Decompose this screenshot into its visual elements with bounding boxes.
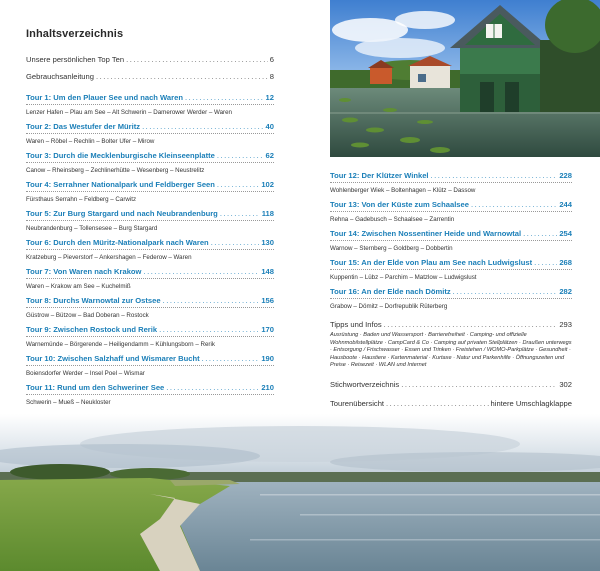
tour-heading-link[interactable] — [330, 200, 572, 209]
tour-page: 148 — [261, 267, 274, 276]
dot-leader — [217, 180, 259, 189]
entry-page: 6 — [269, 55, 274, 64]
tour-heading-link[interactable] — [26, 180, 274, 189]
tour-page: 102 — [261, 180, 274, 189]
tour-title: Tour 8: Durchs Warnowtal zur Ostsee — [26, 296, 161, 305]
tour-title: Tour 7: Von Waren nach Krakow — [26, 267, 142, 276]
entry-label: Tipps und Infos — [330, 320, 382, 329]
divider — [26, 133, 274, 134]
tour-page: 12 — [265, 93, 274, 102]
divider — [26, 336, 274, 337]
entry-label: Stichwortverzeichnis — [330, 379, 400, 389]
dot-leader — [96, 72, 268, 81]
tour-entry — [26, 238, 274, 261]
tips-section — [330, 320, 572, 370]
tour-heading-link[interactable] — [26, 267, 274, 276]
tour-entry — [330, 200, 572, 223]
divider — [26, 249, 274, 250]
toc-entry-gebrauchsanleitung[interactable] — [26, 72, 274, 81]
tour-page: 282 — [559, 287, 572, 296]
tour-title: Tour 3: Durch die Mecklenburgische Kleinseenplatte — [26, 151, 215, 160]
divider — [26, 365, 274, 366]
entry-page: 293 — [559, 320, 572, 329]
tour-page: 62 — [265, 151, 274, 160]
tour-entry — [26, 151, 274, 174]
tour-page: 40 — [265, 122, 274, 131]
tour-entry — [26, 296, 274, 319]
dot-leader — [211, 238, 260, 247]
tour-page: 228 — [559, 171, 572, 180]
dot-leader — [159, 325, 259, 334]
tour-entry — [330, 171, 572, 194]
divider — [330, 211, 572, 212]
tour-route: Lenzer Hafen – Plau am See – Alt Schwerin – Damerower Werder – Waren — [26, 109, 233, 116]
tour-title: Tour 5: Zur Burg Stargard und nach Neubrandenburg — [26, 209, 218, 218]
dot-leader — [471, 200, 557, 209]
tour-heading-link[interactable] — [26, 122, 274, 131]
entry-page: hintere Umschlagklappe — [490, 398, 572, 408]
tour-title: Tour 11: Rund um den Schweriner See — [26, 383, 165, 392]
dot-leader — [401, 380, 557, 389]
divider — [26, 278, 274, 279]
tour-entry — [26, 209, 274, 232]
toc-title: Inhaltsverzeichnis — [26, 28, 124, 40]
entry-label: Gebrauchsanleitung — [26, 72, 94, 81]
tour-heading-link[interactable] — [26, 296, 274, 305]
tour-title: Tour 16: An der Elde nach Dömitz — [330, 287, 451, 296]
tour-page: 190 — [261, 354, 274, 363]
dot-leader — [431, 171, 558, 180]
tour-heading-link[interactable] — [330, 171, 572, 180]
tour-page: 130 — [261, 238, 274, 247]
entry-label: Unsere persönlichen Top Ten — [26, 55, 125, 64]
dot-leader — [143, 267, 259, 276]
divider — [26, 191, 274, 192]
tour-page: 210 — [261, 383, 274, 392]
tour-entry — [26, 267, 274, 290]
tour-entry — [26, 354, 274, 377]
tour-route: Fürsthaus Serrahn – Feldberg – Carwitz — [26, 196, 137, 203]
tour-entry — [26, 383, 274, 406]
dot-leader — [523, 229, 557, 238]
dot-leader — [185, 93, 264, 102]
tour-heading-link[interactable] — [26, 238, 274, 247]
tour-title: Tour 2: Das Westufer der Müritz — [26, 122, 141, 131]
tour-entry — [26, 325, 274, 348]
tips-topics: Ausrüstung · Baden und Wassersport · Barrierefreiheit · Camping- und offizielle Wohnmobilstellplätze · CampCard & Co · Camping auf privaten Stellplätzen · Draußen unterwegs · Entsorgung / Frischwasser · Essen und Trinken · Freistehen / WOMO-Parkplätze · Gesundheit · Hausboote · Haustiere · Kartenmaterial · Kurtaxe · Natur und Parkenhilfe · Öffnungszeiten und Preise · Reisezeit · WLAN und Internet — [330, 332, 572, 369]
entry-label: Tourenübersicht — [330, 398, 385, 408]
toc-right-column — [330, 171, 572, 416]
tour-title: Tour 6: Durch den Müritz-Nationalpark nach Waren — [26, 238, 209, 247]
tour-title: Tour 14: Zwischen Nossentiner Heide und Warnowtal — [330, 229, 522, 238]
tour-route: Canow – Rheinsberg – Zechlinerhütte – Wesenberg – Neustrelitz — [26, 167, 205, 174]
toc-left-column — [26, 28, 274, 412]
tour-title: Tour 10: Zwischen Salzhaff und Wismarer Bucht — [26, 354, 200, 363]
dot-leader — [386, 399, 489, 408]
tour-heading-link[interactable] — [26, 151, 274, 160]
dot-leader — [384, 320, 558, 329]
tour-heading-link[interactable] — [26, 93, 274, 102]
tour-route: Waren – Krakow am See – Kuchelmiß — [26, 283, 131, 290]
tour-page: 118 — [261, 209, 274, 218]
tour-page: 244 — [559, 200, 572, 209]
tour-route: Waren – Röbel – Rechlin – Bolter Ufer – Mirow — [26, 138, 155, 145]
divider — [330, 240, 572, 241]
tour-page: 156 — [261, 296, 274, 305]
tour-entry — [330, 229, 572, 252]
divider — [26, 104, 274, 105]
toc-entry-index[interactable] — [330, 380, 572, 389]
entry-page: 8 — [269, 72, 274, 81]
toc-entry-tips[interactable] — [330, 320, 572, 329]
tour-heading-link[interactable] — [330, 258, 572, 267]
tour-entry — [330, 287, 572, 310]
tour-page: 170 — [261, 325, 274, 334]
toc-entry-top-ten[interactable] — [26, 55, 274, 64]
tour-route: Grabow – Dömitz – Dorfrepublik Rüterberg — [330, 303, 448, 310]
tour-title: Tour 1: Um den Plauer See und nach Waren — [26, 93, 183, 102]
tour-title: Tour 4: Serrahner Nationalpark und Feldberger Seen — [26, 180, 215, 189]
tour-route: Neubrandenburg – Tollensesee – Burg Stargard — [26, 225, 158, 232]
tour-heading-link[interactable] — [330, 287, 572, 296]
tour-title: Tour 13: Von der Küste zum Schaalsee — [330, 200, 469, 209]
dot-leader — [453, 287, 558, 296]
dot-leader — [202, 354, 260, 363]
dot-leader — [142, 122, 263, 131]
dot-leader — [166, 383, 259, 392]
dot-leader — [163, 296, 260, 305]
tour-route: Kratzeburg – Pieverstorf – Ankershagen – Federow – Waren — [26, 254, 192, 261]
dot-leader — [217, 151, 264, 160]
tour-route: Warnow – Sternberg – Goldberg – Dobbertin — [330, 245, 453, 252]
tour-entry — [26, 122, 274, 145]
lakeshore-photo — [0, 414, 600, 571]
tour-route: Warnemünde – Börgerende – Heiligendamm – Kühlungsborn – Rerik — [26, 341, 215, 348]
entry-page: 302 — [559, 379, 572, 389]
tour-heading-link[interactable] — [26, 209, 274, 218]
tour-page: 254 — [559, 229, 572, 238]
toc-entry-overview[interactable] — [330, 399, 572, 408]
tour-heading-link[interactable] — [26, 354, 274, 363]
divider — [26, 162, 274, 163]
tour-route: Rehna – Gadebusch – Schaalsee – Zarrentin — [330, 216, 455, 223]
tour-entry — [26, 180, 274, 203]
tour-title: Tour 15: An der Elde von Plau am See nach Ludwigslust — [330, 258, 533, 267]
tour-title: Tour 12: Der Klützer Winkel — [330, 171, 429, 180]
dot-leader — [534, 258, 557, 267]
tour-route: Boiensdorfer Werder – Insel Poel – Wismar — [26, 370, 145, 377]
divider — [26, 307, 274, 308]
tour-page: 268 — [559, 258, 572, 267]
tour-route: Kuppentin – Lübz – Parchim – Matzlow – Ludwigslust — [330, 274, 477, 281]
tour-route: Wohlenberger Wiek – Boltenhagen – Klütz – Dassow — [330, 187, 476, 194]
tour-heading-link[interactable] — [26, 325, 274, 334]
tour-entry — [26, 93, 274, 116]
index-section — [330, 380, 572, 408]
tour-heading-link[interactable] — [26, 383, 274, 392]
divider — [26, 220, 274, 221]
divider — [330, 182, 572, 183]
divider — [26, 394, 274, 395]
tour-title: Tour 9: Zwischen Rostock und Rerik — [26, 325, 158, 334]
boathouse-photo — [330, 0, 600, 157]
tour-route: Schwerin – Mueß – Neukloster — [26, 399, 111, 406]
dot-leader — [126, 55, 268, 64]
tour-entry — [330, 258, 572, 281]
tour-route: Güstrow – Bützow – Bad Doberan – Rostock — [26, 312, 149, 319]
divider — [330, 298, 572, 299]
tour-heading-link[interactable] — [330, 229, 572, 238]
divider — [330, 269, 572, 270]
dot-leader — [220, 209, 260, 218]
